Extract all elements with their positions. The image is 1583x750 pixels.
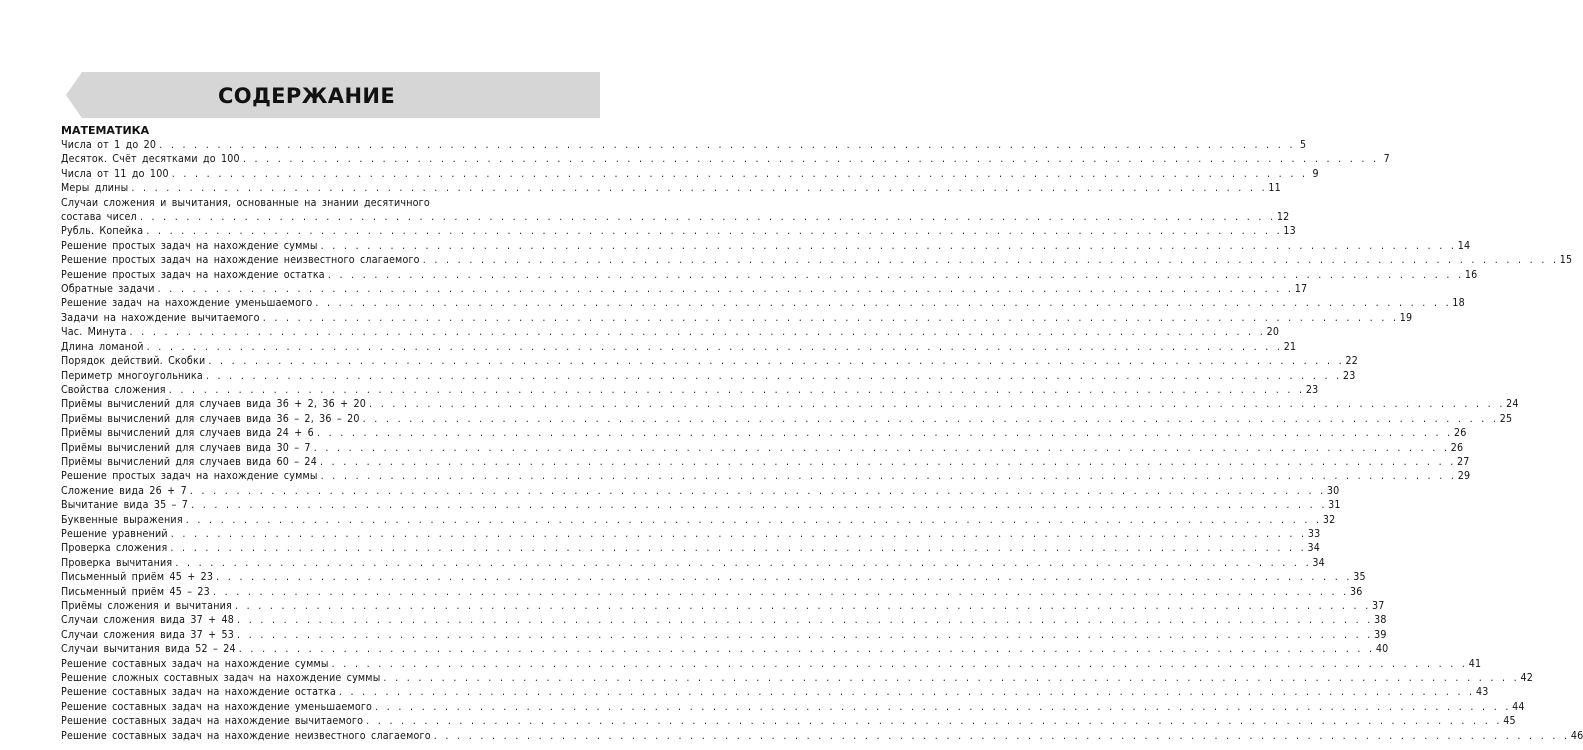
toc-entry[interactable] [61, 469, 1471, 483]
toc-entry-title: Приёмы вычислений для случаев вида 60 – 24 [61, 455, 317, 468]
dot-leader [237, 628, 1372, 642]
toc-entry[interactable] [61, 714, 1516, 728]
toc-entry-title: Решение простых задач на нахождение суммы [61, 239, 318, 252]
toc-entry[interactable] [61, 585, 1363, 599]
toc-entry[interactable] [61, 541, 1320, 555]
toc-entry-page-number: 25 [1499, 412, 1513, 425]
toc-entry-page-number: 31 [1328, 499, 1341, 512]
toc-entry-title: Проверка сложения [61, 542, 168, 555]
dot-leader [213, 585, 1348, 599]
toc-entry-page-number: 21 [1283, 340, 1297, 353]
toc-entry[interactable] [61, 599, 1385, 613]
toc-entry-title: Приёмы вычислений для случаев вида 30 – 7 [61, 441, 311, 454]
toc-entry-title: Решение простых задач на нахождение неизвестного слагаемого [61, 254, 420, 267]
toc-entry[interactable] [61, 657, 1482, 671]
toc-entry-page-number: 27 [1457, 455, 1470, 468]
toc-entry-title: Решение составных задач на нахождение суммы [61, 657, 329, 670]
toc-entry-title: Меры длины [61, 182, 129, 195]
section-heading: МАТЕМАТИКА [61, 124, 150, 137]
toc-entry-title: Обратные задачи [61, 283, 155, 296]
dot-leader [243, 152, 1378, 166]
toc-entry-page-number: 19 [1399, 311, 1413, 324]
toc-entry-page-number: 30 [1326, 484, 1340, 497]
toc-entry-page-number: 44 [1512, 700, 1525, 713]
toc-entry[interactable] [61, 383, 1319, 397]
toc-entry[interactable] [61, 152, 1390, 166]
toc-entry-title: Решение сложных составных задач на нахождение суммы [61, 672, 381, 685]
toc-entry-continued-text: Случаи сложения и вычитания, основанные на знании десятичного [61, 196, 430, 209]
dot-leader [147, 340, 1282, 354]
toc-entry-title: Случаи сложения вида 37 + 48 [61, 614, 235, 627]
dot-leader [315, 296, 1450, 310]
toc-entry-title: Решение составных задач на нахождение вычитаемого [61, 715, 364, 728]
toc-entry-page-number: 18 [1452, 297, 1465, 310]
toc-entry-title: Буквенные выражения [61, 513, 183, 526]
toc-entry-title: Приёмы сложения и вычитания [61, 600, 232, 612]
toc-entry-title: Письменный приём 45 – 23 [61, 585, 210, 598]
toc-entry[interactable] [61, 224, 1296, 238]
toc-entry-page-number: 20 [1266, 326, 1280, 339]
dot-leader [434, 729, 1569, 743]
toc-entry-title: Решение простых задач на нахождение суммы [61, 470, 318, 483]
dot-leader [172, 167, 1307, 181]
toc-entry-title: Длина ломаной [61, 340, 144, 353]
toc-entry[interactable] [61, 527, 1321, 541]
toc-entry-page-number: 5 [1300, 139, 1307, 151]
toc-entry-page-number: 29 [1457, 470, 1471, 483]
toc-entry[interactable] [61, 729, 1583, 743]
toc-list [61, 138, 1583, 743]
toc-entry[interactable] [61, 685, 1489, 699]
toc-entry-page-number: 9 [1312, 167, 1319, 180]
dot-leader [186, 513, 1321, 527]
toc-entry[interactable] [61, 239, 1471, 253]
toc-entry[interactable] [61, 628, 1387, 642]
toc-entry-title: Числа от 11 до 100 [61, 167, 169, 180]
toc-entry[interactable] [61, 455, 1470, 469]
toc-entry-title: Письменный приём 45 + 23 [61, 571, 214, 584]
dot-leader [237, 613, 1372, 627]
dot-leader [159, 138, 1294, 152]
dot-leader [423, 253, 1558, 267]
dot-leader [263, 311, 1398, 325]
toc-entry-title: Периметр многоугольника [61, 369, 203, 382]
toc-entry[interactable] [61, 138, 1307, 152]
toc-entry-page-number: 26 [1454, 427, 1467, 440]
dot-leader [169, 383, 1304, 397]
toc-entry[interactable] [61, 556, 1325, 570]
toc-entry-page-number: 12 [1276, 211, 1290, 224]
dot-leader [321, 239, 1456, 253]
toc-entry-title: Рубль. Копейка [61, 225, 144, 238]
dot-leader [239, 642, 1374, 656]
toc-entry-page-number: 13 [1283, 225, 1296, 238]
dot-leader [170, 541, 1305, 555]
toc-entry[interactable] [61, 498, 1341, 512]
toc-entry[interactable] [61, 354, 1358, 368]
dot-leader [208, 354, 1343, 368]
toc-section [61, 124, 1583, 743]
toc-entry[interactable] [61, 325, 1280, 339]
dot-leader [235, 599, 1370, 613]
toc-entry-page-number: 26 [1450, 441, 1464, 454]
toc-entry-title: Приёмы вычислений для случаев вида 24 + 6 [61, 427, 314, 440]
dot-leader [140, 210, 1275, 224]
toc-entry[interactable] [61, 210, 1290, 224]
toc-entry-title: состава чисел [61, 211, 137, 224]
toc-entry-page-number: 16 [1464, 268, 1478, 281]
toc-entry-page-number: 43 [1475, 686, 1489, 699]
toc-entry-page-number: 11 [1268, 182, 1281, 195]
toc-entry[interactable] [61, 369, 1356, 383]
toc-entry[interactable] [61, 513, 1336, 527]
toc-entry-page-number: 32 [1322, 513, 1336, 526]
toc-entry-page-number: 38 [1374, 614, 1387, 627]
toc-entry-page-number: 23 [1305, 383, 1319, 396]
dot-leader [171, 527, 1306, 541]
dot-leader [383, 671, 1518, 685]
toc-entry[interactable] [61, 340, 1297, 354]
toc-entry-page-number: 17 [1294, 283, 1308, 296]
toc-entry-page-number: 34 [1312, 556, 1325, 569]
toc-entry-title: Числа от 1 до 20 [61, 139, 157, 151]
toc-entry[interactable] [61, 484, 1340, 498]
toc-entry-page-number: 41 [1468, 657, 1482, 670]
toc-entry[interactable] [61, 613, 1387, 627]
dot-leader [317, 426, 1452, 440]
toc-entry[interactable] [61, 167, 1319, 181]
dot-leader [369, 397, 1504, 411]
dot-leader [363, 412, 1498, 426]
toc-entry-title: Приёмы вычислений для случаев вида 36 – 2, 36 – 20 [61, 412, 360, 425]
dot-leader [320, 455, 1455, 469]
toc-entry-title: Вычитание вида 35 – 7 [61, 499, 189, 512]
toc-entry-page-number: 42 [1520, 672, 1534, 685]
toc-entry[interactable] [61, 700, 1525, 714]
dot-leader [366, 714, 1501, 728]
toc-entry[interactable] [61, 441, 1464, 455]
toc-entry-title: Случаи вычитания вида 52 – 24 [61, 643, 236, 656]
dot-leader [191, 498, 1326, 512]
toc-entry[interactable] [61, 397, 1519, 411]
toc-entry-title: Порядок действий. Скобки [61, 355, 206, 368]
page-title: СОДЕРЖАНИЕ [218, 84, 396, 108]
toc-entry-page-number: 46 [1570, 729, 1583, 742]
toc-entry-title: Приёмы вычислений для случаев вида 36 + 2, 36 + 20 [61, 398, 367, 411]
dot-leader [206, 369, 1341, 383]
toc-entry[interactable] [61, 412, 1513, 426]
toc-entry-page-number: 39 [1374, 628, 1387, 641]
toc-entry-page-number: 37 [1372, 600, 1385, 612]
toc-entry[interactable] [61, 282, 1308, 296]
dot-leader [328, 268, 1463, 282]
dot-leader [314, 441, 1449, 455]
toc-entry-title: Час. Минута [61, 326, 127, 339]
toc-entry-title: Решение задач на нахождение уменьшаемого [61, 297, 313, 310]
toc-entry-title: Решение составных задач на нахождение уменьшаемого [61, 700, 373, 713]
toc-entry-page-number: 34 [1307, 542, 1320, 555]
toc-entry-title: Решение составных задач на нахождение неизвестного слагаемого [61, 729, 431, 742]
toc-entry-page-number: 40 [1375, 643, 1389, 656]
toc-entry-title: Решение уравнений [61, 527, 168, 540]
toc-entry[interactable] [61, 426, 1467, 440]
toc-entry-page-number: 15 [1559, 254, 1573, 267]
toc-entry-page-number: 14 [1457, 239, 1471, 252]
dot-leader [146, 224, 1281, 238]
dot-leader [339, 685, 1474, 699]
toc-entry-page-number: 23 [1342, 369, 1356, 382]
dot-leader [216, 570, 1351, 584]
toc-entry-title: Сложение вида 26 + 7 [61, 484, 187, 497]
toc-entry[interactable] [61, 671, 1534, 685]
dot-leader [130, 325, 1265, 339]
dot-leader [158, 282, 1293, 296]
toc-entry-title: Задачи на нахождение вычитаемого [61, 311, 260, 324]
toc-entry-title: Проверка вычитания [61, 556, 173, 569]
dot-leader [332, 657, 1467, 671]
toc-entry-page-number: 36 [1350, 585, 1363, 598]
toc-entry[interactable] [61, 296, 1465, 310]
toc-entry-page-number: 24 [1506, 398, 1519, 411]
toc-entry[interactable] [61, 570, 1366, 584]
toc-entry-page-number: 45 [1503, 715, 1516, 728]
toc-entry-page-number: 35 [1353, 571, 1366, 584]
toc-entry[interactable] [61, 268, 1478, 282]
toc-entry-title: Случаи сложения вида 37 + 53 [61, 628, 235, 641]
toc-entry-title: Решение простых задач на нахождение остатка [61, 268, 325, 281]
toc-entry-page-number: 22 [1345, 355, 1358, 368]
toc-entry[interactable] [61, 253, 1573, 267]
dot-leader [375, 700, 1510, 714]
dot-leader [190, 484, 1325, 498]
toc-entry[interactable] [61, 181, 1281, 195]
toc-entry[interactable] [61, 642, 1389, 656]
dot-leader [321, 469, 1456, 483]
toc-entry-title: Десяток. Счёт десятками до 100 [61, 153, 240, 166]
toc-entry-title: Свойства сложения [61, 383, 166, 396]
toc-entry-page-number: 7 [1383, 153, 1390, 166]
toc-entry[interactable] [61, 311, 1413, 325]
dot-leader [131, 181, 1266, 195]
dot-leader [175, 556, 1310, 570]
toc-entry-page-number: 33 [1307, 527, 1321, 540]
toc-entry-title: Решение составных задач на нахождение остатка [61, 686, 336, 699]
